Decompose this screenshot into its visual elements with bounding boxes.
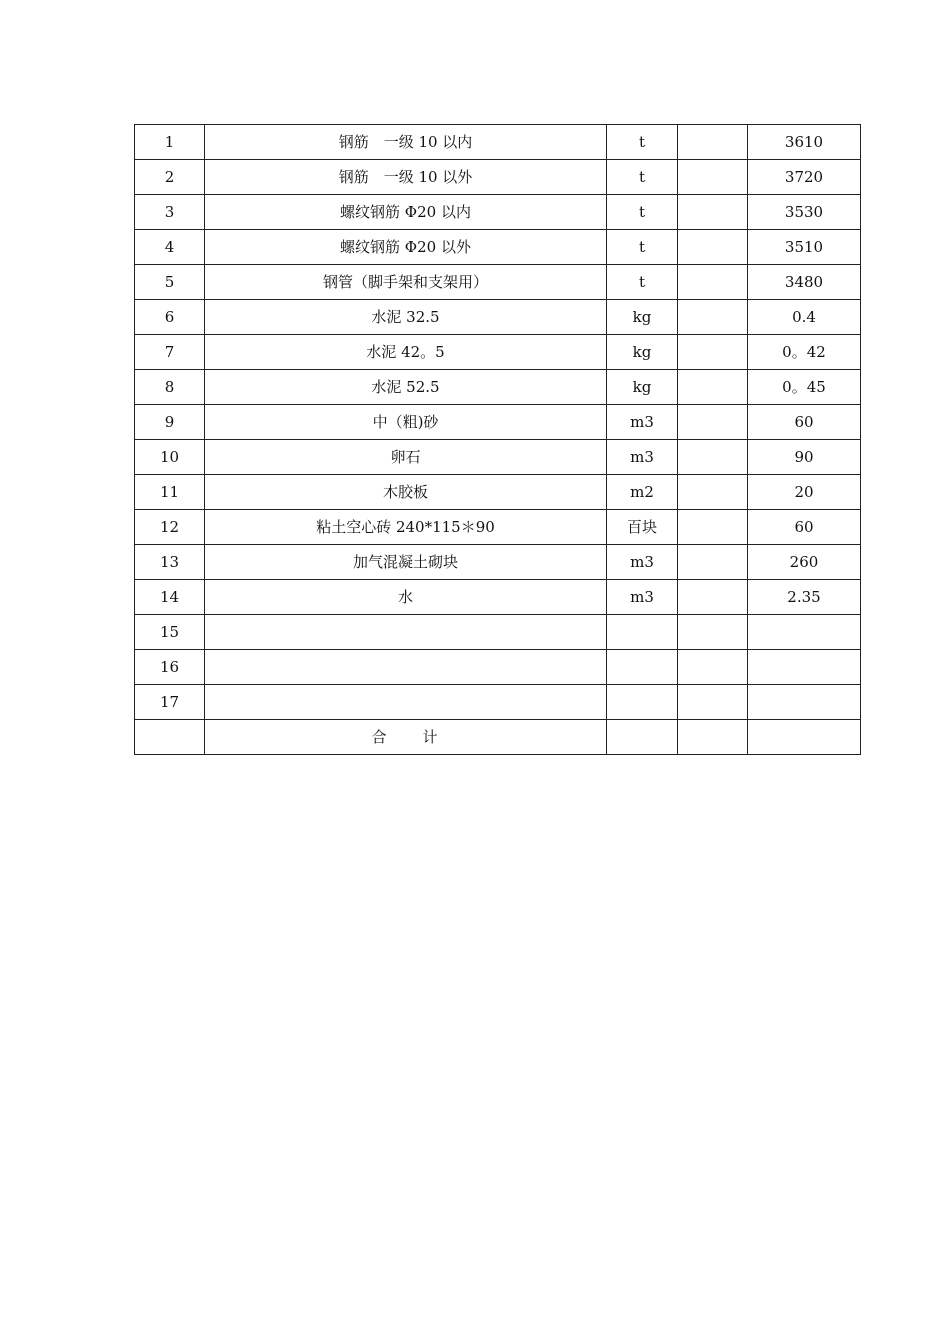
table-row (135, 370, 861, 405)
row-number-cell: 10 (135, 440, 205, 475)
price-cell: 3530 (748, 195, 861, 230)
quantity-cell (678, 440, 748, 475)
row-number-cell: 15 (135, 615, 205, 650)
price-cell: 0。42 (748, 335, 861, 370)
price-cell (748, 650, 861, 685)
quantity-cell (678, 405, 748, 440)
material-name-cell: 钢管（脚手架和支架用） (205, 265, 607, 300)
quantity-cell (678, 230, 748, 265)
unit-cell: kg (607, 370, 678, 405)
materials-price-table (134, 124, 861, 755)
total-quantity-cell (678, 720, 748, 755)
total-row (135, 720, 861, 755)
table-row (135, 160, 861, 195)
material-name-cell: 螺纹钢筋 Φ20 以内 (205, 195, 607, 230)
unit-cell: 百块 (607, 510, 678, 545)
unit-cell: m3 (607, 580, 678, 615)
row-number-cell: 8 (135, 370, 205, 405)
row-number-cell: 2 (135, 160, 205, 195)
table-row (135, 510, 861, 545)
material-name-cell: 卵石 (205, 440, 607, 475)
quantity-cell (678, 370, 748, 405)
row-number-cell: 7 (135, 335, 205, 370)
price-cell: 0.4 (748, 300, 861, 335)
price-cell: 3720 (748, 160, 861, 195)
unit-cell: m3 (607, 405, 678, 440)
row-number-cell: 12 (135, 510, 205, 545)
price-cell: 90 (748, 440, 861, 475)
table-row (135, 195, 861, 230)
price-cell (748, 615, 861, 650)
material-name-cell: 水泥 52.5 (205, 370, 607, 405)
material-name-cell: 钢筋 一级 10 以外 (205, 160, 607, 195)
row-number-cell: 11 (135, 475, 205, 510)
material-name-cell: 水泥 32.5 (205, 300, 607, 335)
price-cell: 20 (748, 475, 861, 510)
quantity-cell (678, 125, 748, 160)
unit-cell: kg (607, 300, 678, 335)
quantity-cell (678, 510, 748, 545)
price-cell: 0。45 (748, 370, 861, 405)
material-name-cell (205, 650, 607, 685)
row-number-cell: 1 (135, 125, 205, 160)
unit-cell: t (607, 265, 678, 300)
material-name-cell: 粘土空心砖 240*115＊90 (205, 510, 607, 545)
quantity-cell (678, 545, 748, 580)
quantity-cell (678, 580, 748, 615)
table-row (135, 615, 861, 650)
price-cell: 3510 (748, 230, 861, 265)
row-number-cell: 9 (135, 405, 205, 440)
price-cell: 260 (748, 545, 861, 580)
unit-cell (607, 650, 678, 685)
quantity-cell (678, 615, 748, 650)
unit-cell (607, 615, 678, 650)
material-name-cell (205, 615, 607, 650)
table-row (135, 265, 861, 300)
total-unit-cell (607, 720, 678, 755)
unit-cell: t (607, 125, 678, 160)
row-number-cell: 5 (135, 265, 205, 300)
table-row (135, 335, 861, 370)
row-number-cell: 14 (135, 580, 205, 615)
unit-cell: t (607, 230, 678, 265)
row-number-cell: 6 (135, 300, 205, 335)
material-name-cell: 水泥 42。5 (205, 335, 607, 370)
quantity-cell (678, 685, 748, 720)
material-name-cell: 钢筋 一级 10 以内 (205, 125, 607, 160)
price-cell (748, 685, 861, 720)
quantity-cell (678, 265, 748, 300)
table-row (135, 300, 861, 335)
quantity-cell (678, 650, 748, 685)
unit-cell: t (607, 160, 678, 195)
total-number-cell (135, 720, 205, 755)
unit-cell: m2 (607, 475, 678, 510)
unit-cell: t (607, 195, 678, 230)
unit-cell (607, 685, 678, 720)
table-row (135, 475, 861, 510)
table-row (135, 405, 861, 440)
quantity-cell (678, 195, 748, 230)
table-row (135, 125, 861, 160)
unit-cell: kg (607, 335, 678, 370)
quantity-cell (678, 300, 748, 335)
table-row (135, 580, 861, 615)
unit-cell: m3 (607, 440, 678, 475)
material-name-cell: 螺纹钢筋 Φ20 以外 (205, 230, 607, 265)
price-cell: 3480 (748, 265, 861, 300)
material-name-cell (205, 685, 607, 720)
total-label-cell: 合 计 (205, 720, 607, 755)
table-row (135, 650, 861, 685)
row-number-cell: 17 (135, 685, 205, 720)
table-row (135, 685, 861, 720)
table-row (135, 440, 861, 475)
row-number-cell: 4 (135, 230, 205, 265)
material-name-cell: 水 (205, 580, 607, 615)
table-row (135, 230, 861, 265)
material-name-cell: 木胶板 (205, 475, 607, 510)
quantity-cell (678, 475, 748, 510)
price-cell: 60 (748, 510, 861, 545)
row-number-cell: 16 (135, 650, 205, 685)
row-number-cell: 3 (135, 195, 205, 230)
material-name-cell: 加气混凝土砌块 (205, 545, 607, 580)
unit-cell: m3 (607, 545, 678, 580)
table-row (135, 545, 861, 580)
quantity-cell (678, 160, 748, 195)
quantity-cell (678, 335, 748, 370)
price-cell: 60 (748, 405, 861, 440)
price-cell: 3610 (748, 125, 861, 160)
total-price-cell (748, 720, 861, 755)
price-cell: 2.35 (748, 580, 861, 615)
row-number-cell: 13 (135, 545, 205, 580)
material-name-cell: 中（粗)砂 (205, 405, 607, 440)
